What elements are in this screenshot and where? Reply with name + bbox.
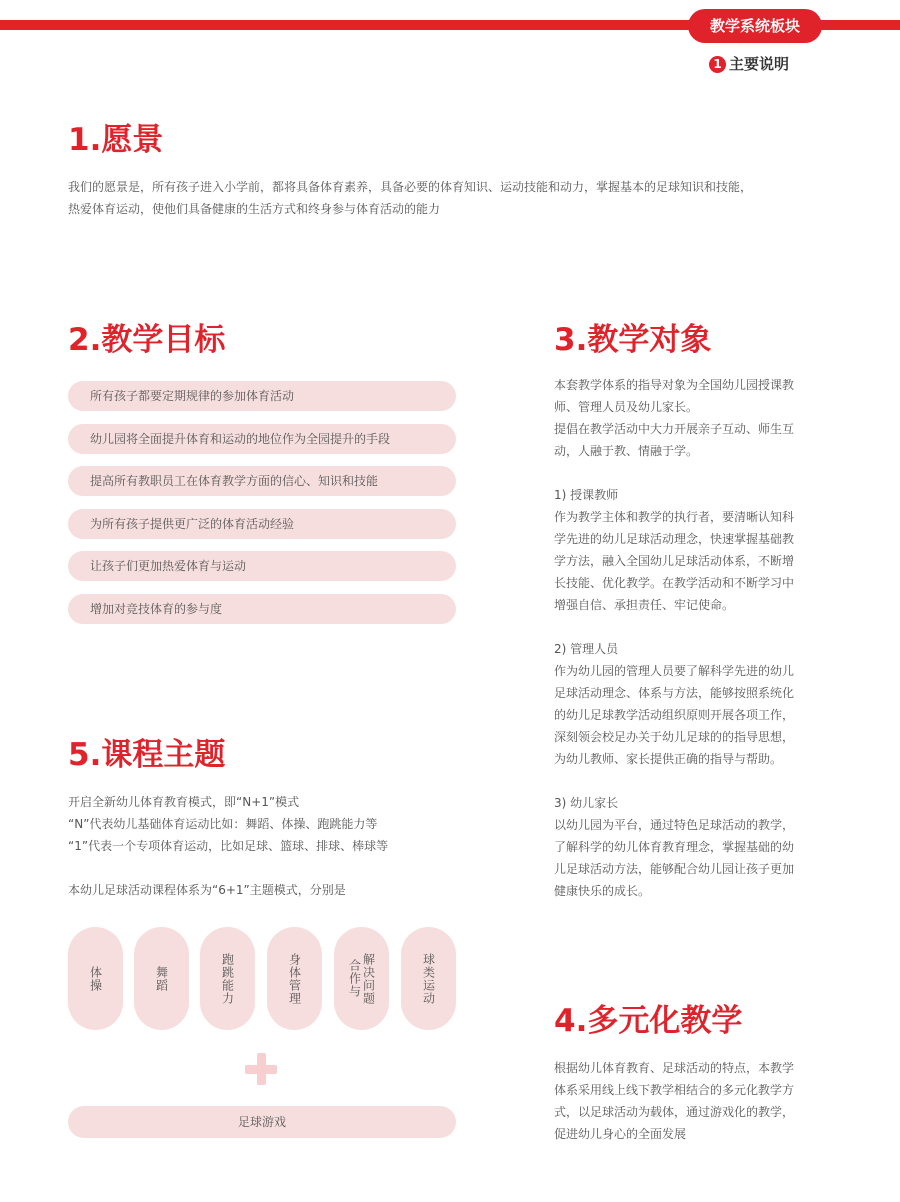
theme-label: 体操	[88, 965, 103, 992]
section-badge: 教学系统板块	[688, 9, 822, 43]
audience-title: 3.教学对象	[554, 322, 712, 358]
vision-title: 1.愿景	[68, 122, 164, 158]
audience-line: 为幼儿教师、家长提供正确的指导与帮助。	[554, 752, 783, 766]
goal-item: 增加对竞技体育的参与度	[68, 594, 456, 624]
audience-line: 3) 幼儿家长	[554, 796, 619, 810]
theme-label: 身体管理	[287, 952, 302, 1005]
theme-column	[134, 927, 189, 1030]
audience-line: 动，人融于教、情融于学。	[554, 444, 699, 458]
vision-line: 热爱体育运动，使他们具备健康的生活方式和终身参与体育活动的能力	[68, 202, 441, 216]
audience-line: 以幼儿园为平台，通过特色足球活动的教学，	[554, 818, 795, 832]
goal-item: 让孩子们更加热爱体育与运动	[68, 551, 456, 581]
subheading	[709, 53, 789, 74]
theme-label: 球类运动	[421, 952, 436, 1005]
themes-line: 本幼儿足球活动课程体系为“6+1”主题模式，分别是	[68, 883, 346, 897]
audience-line: 师、管理人员及幼儿家长。	[554, 400, 699, 414]
audience-line: 长技能、优化教学。在教学活动和不断学习中	[554, 576, 795, 590]
vision-line: 我们的愿景是，所有孩子进入小学前，都将具备体育素养，具备必要的体育知识、运动技能和动力，掌握基本的足球知识和技能，	[68, 180, 753, 194]
theme-label: 解决问题	[361, 952, 376, 1005]
theme-column	[334, 927, 389, 1030]
audience-line: 提倡在教学活动中大力开展亲子互动、师生互	[554, 422, 795, 436]
audience-line: 儿足球活动方法，能够配合幼儿园让孩子更加	[554, 862, 795, 876]
diverse-line: 式，以足球活动为载体，通过游戏化的教学，	[554, 1105, 795, 1119]
theme-label: 合作与	[347, 959, 362, 998]
goal-item: 所有孩子都要定期规律的参加体育活动	[68, 381, 456, 411]
theme-column	[267, 927, 322, 1030]
audience-line: 作为教学主体和教学的执行者，要清晰认知科	[554, 510, 795, 524]
goals-title: 2.教学目标	[68, 322, 226, 358]
audience-line: 作为幼儿园的管理人员要了解科学先进的幼儿	[554, 664, 795, 678]
themes-line: 开启全新幼儿体育教育模式，即“N+1”模式	[68, 795, 300, 809]
diverse-line: 根据幼儿体育教育、足球活动的特点，本教学	[554, 1061, 795, 1075]
diverse-line: 促进幼儿身心的全面发展	[554, 1127, 687, 1141]
goal-item: 为所有孩子提供更广泛的体育活动经验	[68, 509, 456, 539]
theme-column	[200, 927, 255, 1030]
audience-line: 增强自信、承担责任、牢记使命。	[554, 598, 735, 612]
diverse-title: 4.多元化教学	[554, 1003, 743, 1039]
vision-text	[68, 176, 858, 220]
audience-line: 的幼儿足球教学活动组织原则开展各项工作，	[554, 708, 795, 722]
goal-item: 提高所有教职员工在体育教学方面的信心、知识和技能	[68, 466, 456, 496]
goal-item: 幼儿园将全面提升体育和运动的地位作为全园提升的手段	[68, 424, 456, 454]
theme-label: 跑跳能力	[220, 952, 235, 1005]
diverse-line: 体系采用线上线下教学相结合的多元化教学方	[554, 1083, 795, 1097]
audience-line: 2) 管理人员	[554, 642, 619, 656]
audience-text	[554, 374, 854, 902]
audience-line: 1) 授课教师	[554, 488, 619, 502]
themes-line: “N”代表幼儿基础体育运动比如：舞蹈、体操、跑跳能力等	[68, 817, 378, 831]
number-circle-icon: 1	[709, 56, 726, 73]
audience-line: 深刻领会校足办关于幼儿足球的的指导思想，	[554, 730, 795, 744]
audience-line	[554, 616, 854, 638]
plus-icon-vertical	[257, 1053, 266, 1085]
audience-line	[554, 462, 854, 484]
audience-line: 学先进的幼儿足球活动理念，快速掌握基础教	[554, 532, 795, 546]
audience-line: 足球活动理念、体系与方法，能够按照系统化	[554, 686, 795, 700]
themes-text	[68, 791, 488, 901]
audience-line	[554, 770, 854, 792]
audience-line: 了解科学的幼儿体育教育理念，掌握基础的幼	[554, 840, 795, 854]
football-games-bar: 足球游戏	[68, 1106, 456, 1138]
audience-line: 学方法，融入全国幼儿足球活动体系，不断增	[554, 554, 795, 568]
diverse-text	[554, 1057, 854, 1145]
theme-column	[401, 927, 456, 1030]
subheading-label: 主要说明	[729, 55, 790, 73]
audience-line: 健康快乐的成长。	[554, 884, 651, 898]
theme-label: 舞蹈	[154, 965, 169, 992]
theme-column	[68, 927, 123, 1030]
themes-line: “1”代表一个专项体育运动，比如足球、篮球、排球、棒球等	[68, 839, 389, 853]
themes-line	[68, 857, 488, 879]
audience-line: 本套教学体系的指导对象为全国幼儿园授课教	[554, 378, 795, 392]
themes-title: 5.课程主题	[68, 737, 226, 773]
